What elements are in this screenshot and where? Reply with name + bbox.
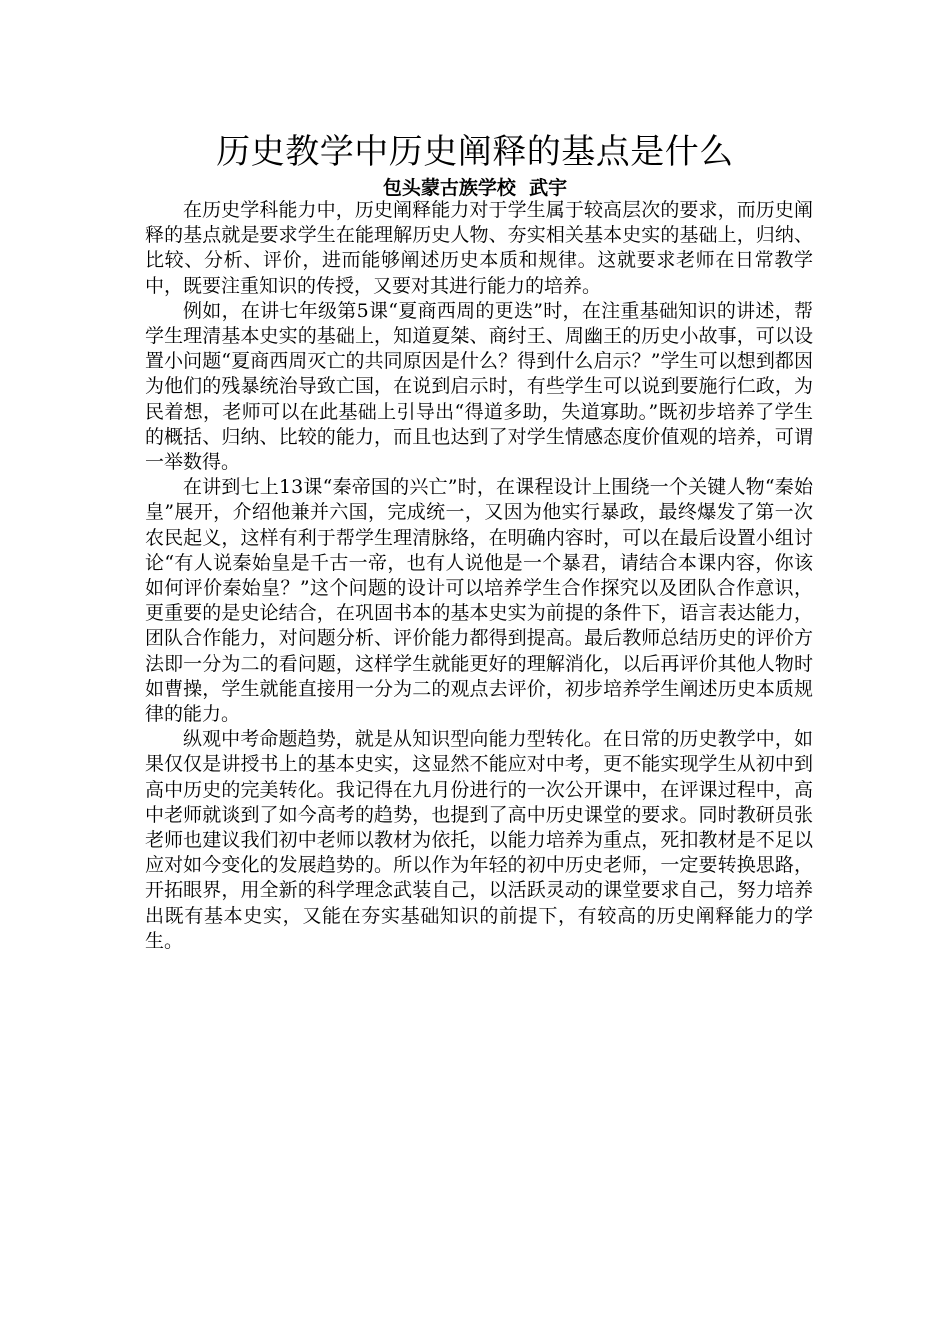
document-title: 历史教学中历史阐释的基点是什么 xyxy=(216,132,734,172)
document-body xyxy=(145,198,813,954)
paragraph: 纵观中考命题趋势，就是从知识型向能力型转化。在日常的历史教学中，如果仅仅是讲授书上的基本史实，这显然不能应对中考，更不能实现学生从初中到高中历史的完美转化。我记得在九月份进行的一次公开课中，在评课过程中，高中老师就谈到了如今高考的趋势，也提到了高中历史课堂的要求。同时教研员张老师也建议我们初中老师以教材为依托，以能力培养为重点，死扣教材是不足以应对如今变化的发展趋势的。所以作为年轻的初中历史老师，一定要转换思路，开拓眼界，用全新的科学理念武装自己，以活跃灵动的课堂要求自己，努力培养出既有基本史实，又能在夯实基础知识的前提下，有较高的历史阐释能力的学生。 xyxy=(145,728,813,952)
author-byline: 包头蒙古族学校 武宇 xyxy=(382,177,568,199)
paragraph: 在历史学科能力中，历史阐释能力对于学生属于较高层次的要求，而历史阐释的基点就是要求学生在能理解历史人物、夯实相关基本史实的基础上，归纳、比较、分析、评价，进而能够阐述历史本质和规律。这就要求老师在日常教学中，既要注重知识的传授，又要对其进行能力的培养。 xyxy=(145,199,813,297)
paragraph: 在讲到七上13课“秦帝国的兴亡”时，在课程设计上围绕一个关键人物“秦始皇”展开，介绍他兼并六国，完成统一，又因为他实行暴政，最终爆发了第一次农民起义，这样有利于帮学生理清脉络，在明确内容时，可以在最后设置小组讨论“有人说秦始皇是千古一帝，也有人说他是一个暴君，请结合本课内容，你该如何评价秦始皇？”这个问题的设计可以培养学生合作探究以及团队合作意识，更重要的是史论结合，在巩固书本的基本史实为前提的条件下，语言表达能力，团队合作能力，对问题分析、评价能力都得到提高。最后教师总结历史的评价方法即一分为二的看问题，这样学生就能更好的理解消化，以后再评价其他人物时如曹操，学生就能直接用一分为二的观点去评价，初步培养学生阐述历史本质规律的能力。 xyxy=(145,476,813,726)
paragraph: 例如，在讲七年级第5课“夏商西周的更迭”时，在注重基础知识的讲述，帮学生理清基本史实的基础上，知道夏桀、商纣王、周幽王的历史小故事，可以设置小问题“夏商西周灭亡的共同原因是什么？得到什么启示？”学生可以想到都因为他们的残暴统治导致亡国，在说到启示时，有些学生可以说到要施行仁政，为民着想，老师可以在此基础上引导出“得道多助，失道寡助。”既初步培养了学生的概括、归纳、比较的能力，而且也达到了对学生情感态度价值观的培养，可谓一举数得。 xyxy=(145,299,813,474)
